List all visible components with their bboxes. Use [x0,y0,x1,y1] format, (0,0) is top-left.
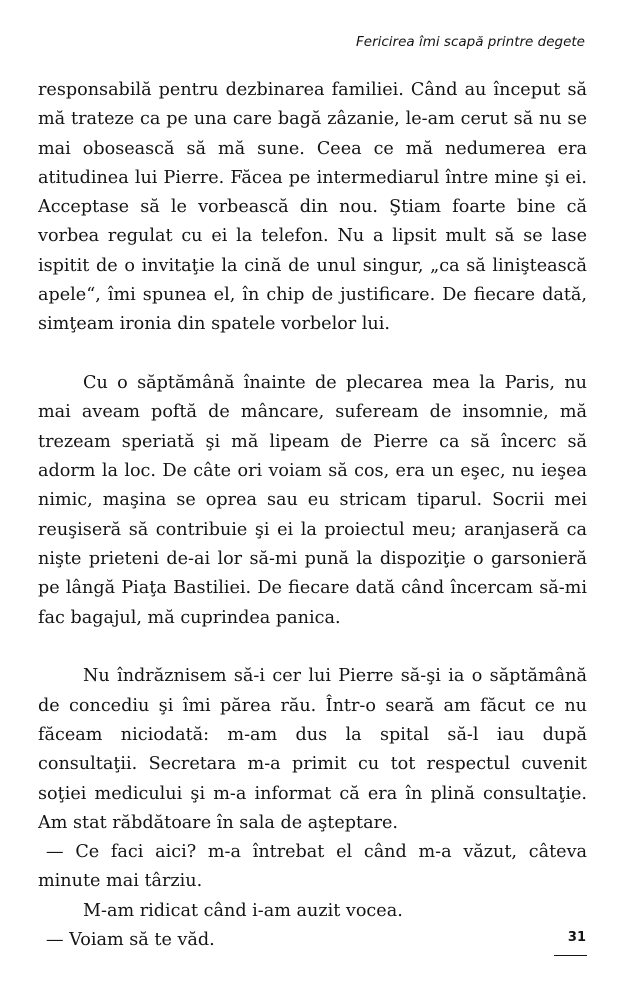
dialogue-line-answer: — Voiam să te văd. [46,930,215,951]
paragraph-continuation: responsabilă pentru dezbinarea familiei. Când au început să mă trateze ca pe una care bagă zâzanie, le-am cerut să nu se mai obosească să mă sune. Ceea ce mă nedumerea era atitudinea lui Pierre. Făcea pe intermediarul între mine şi ei. Acceptase să le vorbească din nou. Ştiam foarte bine că vorbea regulat cu ei la telefon. Nu a lipsit mult să se lase ispitit de o invitaţie la cină de unul singur, „ca să liniştească apele“, îmi spunea el, în chip de justificare. De fiecare dată, simţeam ironia din spatele vorbelor lui. [38,80,587,335]
running-header: Fericirea îmi scapă printre degete [356,34,585,50]
dialogue-line-question: — Ce faci aici? m-a întrebat el când m-a văzut, câteva minute mai târziu. [38,842,587,892]
paragraph-hospital-visit: Nu îndrăznisem să-i cer lui Pierre să-şi ia o săptămână de concediu şi îmi părea rău. Într-o seară am făcut ce nu făceam niciodată: m-am dus la spital să-l iau după consultaţii. Secretara m-a primit cu tot respectul cuvenit soţiei medicului şi m-a informat că era în plină consultaţie. Am stat răbdătoare în sala de aşteptare. [38,666,587,833]
page-number-rule [554,955,587,956]
paragraph-departure: Cu o săptămână înainte de plecarea mea la Paris, nu mai aveam poftă de mâncare, suferеam de insomnie, mă trezeam speriată şi mă lipeam de Pierre ca să încerc să adorm la loc. De câte ori voiam să cos, era un eşec, nu ieşea nimic, maşina se oprea sau eu stricam tiparul. Socrii mei reuşiseră să contribuie şi ei la proiectul meu; aranjaseră ca nişte prieteni de-ai lor să-mi pună la dispoziţie o garsonieră pe lângă Piaţa Bastiliei. De fiecare dată când încercam să-mi fac bagajul, mă cuprindea panica. [38,373,587,628]
paragraph-stood-up: M-am ridicat când i-am auzit vocea. [83,900,403,921]
page-body [38,76,587,955]
page-number: 31 [567,930,586,945]
